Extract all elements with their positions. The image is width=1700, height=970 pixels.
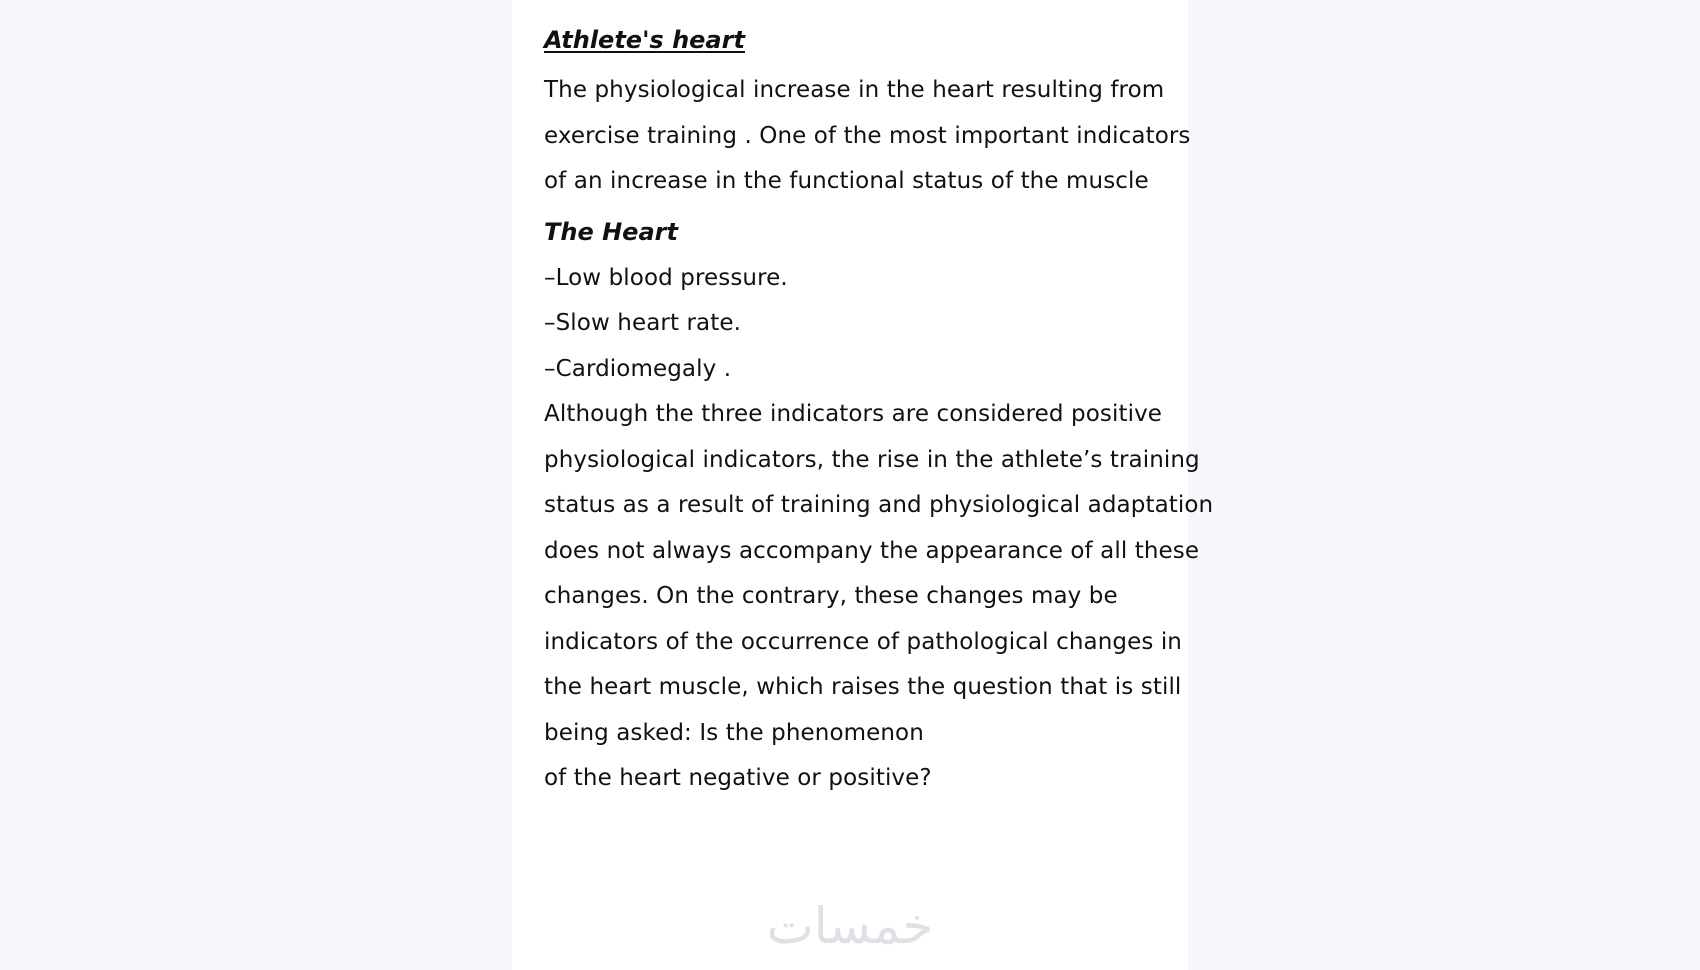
paragraph-line: the heart muscle, which raises the question that is still [544, 674, 1182, 700]
paragraph-line: status as a result of training and physiological adaptation [544, 492, 1214, 518]
list-item: –Low blood pressure. [544, 264, 788, 291]
paragraph-line: The physiological increase in the heart resulting from [544, 77, 1165, 103]
paragraph-line: physiological indicators, the rise in the athlete’s training [544, 446, 1200, 473]
paragraph-line: does not always accompany the appearance of all these [544, 537, 1200, 564]
paragraph-line: Although the three indicators are considered positive [544, 401, 1163, 427]
section-heading: The Heart [544, 217, 678, 246]
watermark-logo: خمسات [766, 897, 934, 955]
paragraph-line: indicators of the occurrence of pathological changes in [544, 628, 1182, 655]
paragraph-line: being asked: Is the phenomenon [544, 719, 924, 746]
intro-paragraph [544, 68, 1191, 205]
document-page [512, 0, 1214, 970]
paragraph-line: changes. On the contrary, these changes may be [544, 583, 1118, 609]
paragraph-line: of the heart negative or positive? [544, 765, 932, 791]
body-paragraph [544, 392, 1214, 802]
document-content [544, 20, 1214, 802]
indicator-list [544, 256, 1184, 393]
document-title: Athlete's heart [544, 26, 745, 54]
list-item: –Slow heart rate. [544, 310, 742, 336]
paragraph-line: exercise training . One of the most important indicators [544, 122, 1191, 149]
paragraph-line: of an increase in the functional status of the muscle [544, 168, 1149, 194]
list-item: –Cardiomegaly . [544, 355, 732, 382]
